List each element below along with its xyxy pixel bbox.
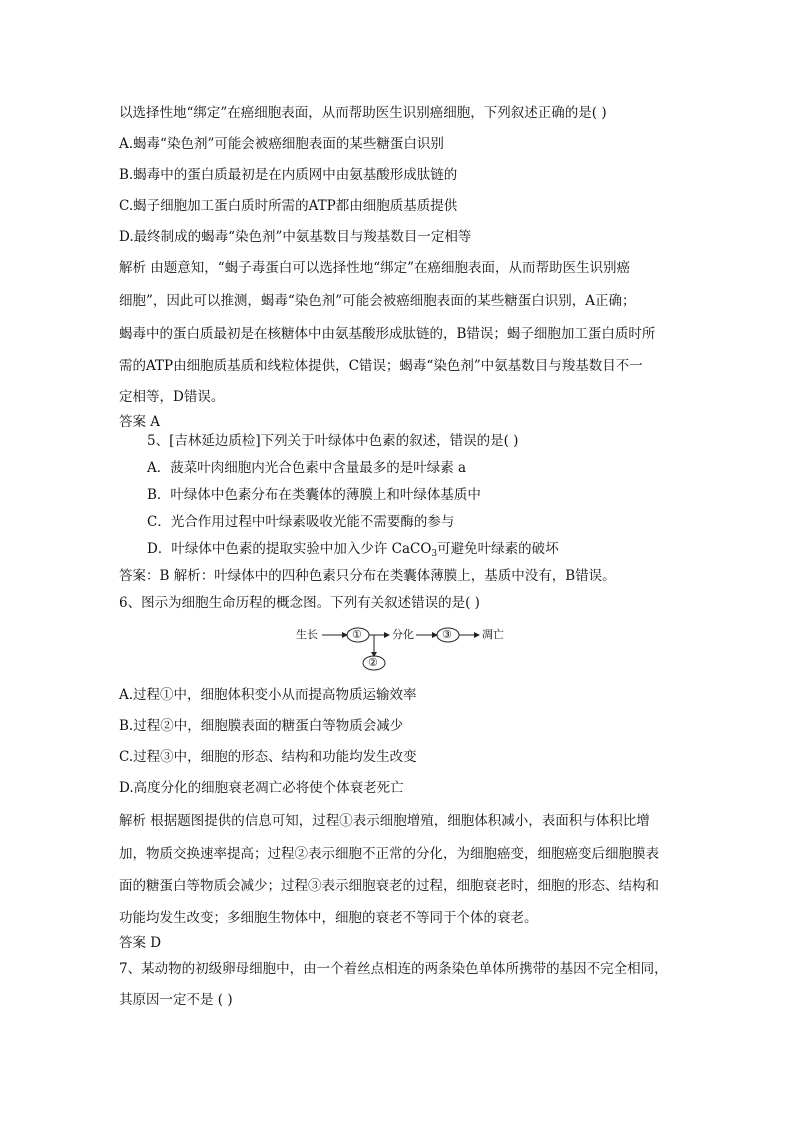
q5-option-d-post: 可避免叶绿素的破坏 bbox=[437, 541, 559, 557]
q6-option-b: B.过程②中，细胞膜表面的糖蛋白等物质会减少 bbox=[119, 718, 404, 734]
q7-stem-line-2: 其原因一定不是 ( ) bbox=[119, 992, 233, 1008]
diagram-label-death: 凋亡 bbox=[482, 628, 504, 641]
q4-option-d: D.最终制成的蝎毒“染色剂”中氨基数目与羧基数目一定相等 bbox=[119, 229, 472, 245]
q4-answer: 答案 A bbox=[119, 414, 161, 430]
q4-analysis-line-4: 需的ATP由细胞质基质和线粒体提供，C错误；蝎毒“染色剂”中氨基数目与羧基数目不一 bbox=[119, 358, 643, 374]
q5-option-a: A．菠菜叶肉细胞内光合色素中含量最多的是叶绿素 a bbox=[147, 460, 467, 476]
arrowhead-3-to-death bbox=[474, 632, 480, 638]
q6-option-a: A.过程①中，细胞体积变小从而提高物质运输效率 bbox=[119, 687, 417, 703]
q6-analysis-line-2: 加，物质交换速率提高；过程②表示细胞不正常的分化，为细胞癌变，细胞癌变后细胞膜表 bbox=[119, 846, 659, 862]
q6-stem: 6、图示为细胞生命历程的概念图。下列有关叙述错误的是( ) bbox=[119, 595, 480, 611]
q4-analysis-line-3: 蝎毒中的蛋白质最初是在核糖体中由氨基酸形成肽链的，B错误；蝎子细胞加工蛋白质时所 bbox=[119, 326, 656, 342]
q4-option-b: B.蝎毒中的蛋白质最初是在内质网中由氨基酸形成肽链的 bbox=[119, 167, 458, 183]
diagram-label-growth: 生长 bbox=[296, 628, 318, 641]
q6-analysis-line-3: 面的糖蛋白等物质会减少；过程③表示细胞衰老的过程，细胞衰老时，细胞的形态、结构和 bbox=[119, 878, 659, 894]
q5-option-d-sub: 3 bbox=[431, 549, 438, 559]
q5-option-d bbox=[147, 540, 559, 563]
arrowhead-1-to-differentiation bbox=[384, 632, 390, 638]
q4-analysis-line-5: 定相等，D错误。 bbox=[119, 389, 225, 405]
diagram-label-node-2: ② bbox=[368, 656, 378, 669]
q4-option-a: A.蝎毒“染色剂”可能会被癌细胞表面的某些糖蛋白识别 bbox=[119, 136, 444, 152]
cell-life-diagram bbox=[296, 624, 504, 672]
diagram-label-node-3: ③ bbox=[442, 628, 452, 641]
diagram-label-differentiation: 分化 bbox=[392, 628, 414, 641]
q5-option-c: C．光合作用过程中叶绿素吸收光能不需要酶的参与 bbox=[147, 514, 455, 530]
q5-option-d-pre: D．叶绿体中色素的提取实验中加入少许 CaCO bbox=[147, 541, 432, 557]
q6-analysis-line-4: 功能均发生改变；多细胞生物体中，细胞的衰老不等同于个体的衰老。 bbox=[119, 910, 538, 926]
q7-stem-line-1: 7、某动物的初级卵母细胞中，由一个着丝点相连的两条染色单体所携带的基因不完全相同， bbox=[119, 961, 668, 977]
q6-answer: 答案 D bbox=[119, 935, 162, 951]
diagram-label-node-1: ① bbox=[352, 628, 362, 641]
q5-answer: 答案：B 解析：叶绿体中的四种色素只分布在类囊体薄膜上，基质中没有，B错误。 bbox=[119, 568, 616, 584]
q4-option-c: C.蝎子细胞加工蛋白质时所需的ATP都由细胞质基质提供 bbox=[119, 198, 458, 214]
q6-analysis-line-1: 解析 根据题图提供的信息可知，过程①表示细胞增殖，细胞体积减小，表面积与体积比增 bbox=[119, 813, 650, 829]
q6-option-d: D.高度分化的细胞衰老凋亡必将使个体衰老死亡 bbox=[119, 780, 404, 796]
q4-stem: 以选择性地“绑定”在癌细胞表面，从而帮助医生识别癌细胞，下列叙述正确的是( ) bbox=[119, 105, 607, 121]
q4-analysis-line-1: 解析 由题意知，“蝎子毒蛋白可以选择性地“绑定”在癌细胞表面，从而帮助医生识别癌 bbox=[119, 260, 630, 276]
q6-option-c: C.过程③中，细胞的形态、结构和功能均发生改变 bbox=[119, 749, 417, 765]
q5-option-b: B．叶绿体中色素分布在类囊体的薄膜上和叶绿体基质中 bbox=[147, 487, 481, 503]
q5-stem: 5、[吉林延边质检]下列关于叶绿体中色素的叙述，错误的是( ) bbox=[147, 433, 519, 449]
q4-analysis-line-2: 细胞”，因此可以推测，蝎毒“染色剂”可能会被癌细胞表面的某些糖蛋白识别，A正确； bbox=[119, 293, 636, 309]
